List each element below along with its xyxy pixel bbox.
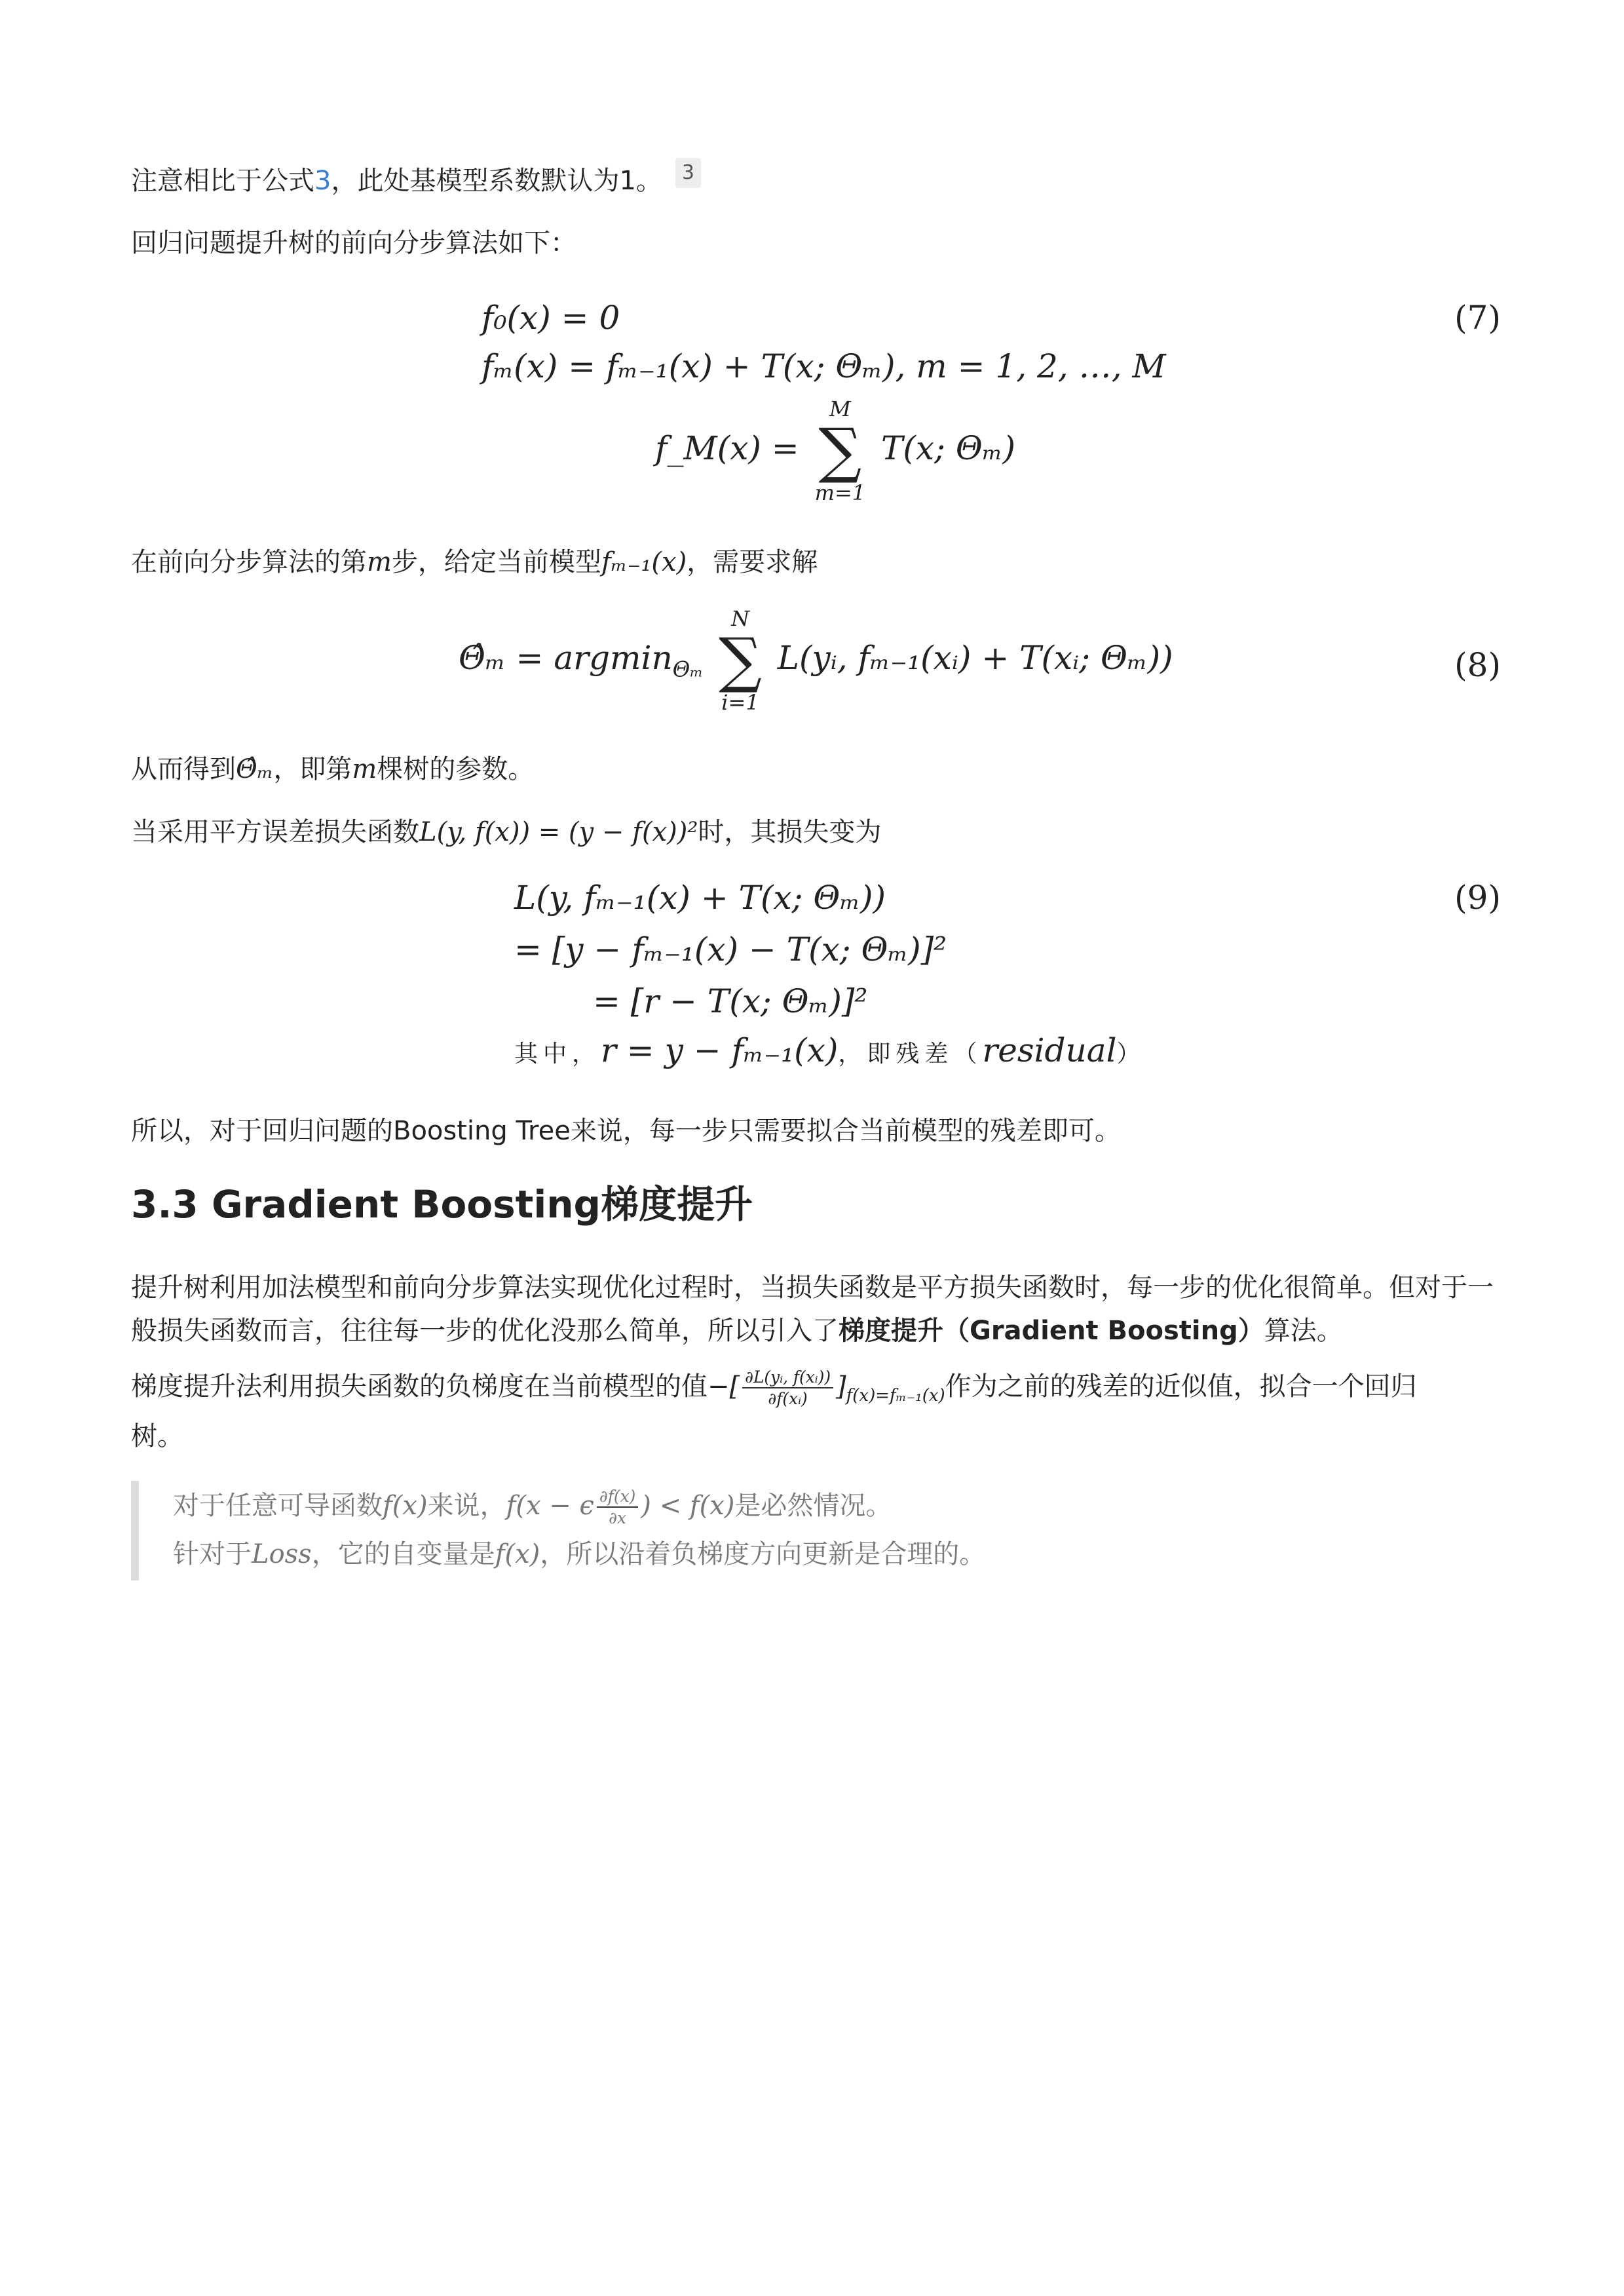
inline-math-fx: f(x)	[383, 1491, 428, 1521]
paragraph-forward-stagewise-intro: 回归问题提升树的前向分步算法如下：	[131, 228, 576, 258]
sum-lower-limit: i=1	[721, 690, 759, 715]
inline-math-loss: Loss	[252, 1539, 312, 1569]
text: 时，其损失变为	[698, 817, 882, 847]
text: ，所以沿着负梯度方向更新是合理的。	[540, 1539, 986, 1569]
text: 注意相比于公式	[131, 166, 314, 196]
text: ，即残差（	[838, 1041, 983, 1067]
text: 针对于	[173, 1539, 252, 1569]
text: 对于任意可导函数	[173, 1491, 383, 1521]
equation-rhs: L(yᵢ, fₘ₋₁(xᵢ) + T(xᵢ; Θₘ))	[777, 639, 1173, 677]
text: ，此处基模型系数默认为1。	[331, 166, 662, 196]
paragraph-stage-m	[131, 539, 818, 586]
text: 算法。	[1264, 1316, 1343, 1346]
inline-math-subscript: f(x)=fₘ₋₁(x)	[846, 1386, 945, 1406]
text: 在前向分步算法的第	[131, 547, 367, 577]
equation-number-7: (7)	[1454, 299, 1501, 337]
paragraph-negative-gradient	[131, 1363, 1417, 1419]
equation-7-line-1: f₀(x) = 0	[482, 299, 620, 337]
text: ，它的自变量是	[311, 1539, 495, 1569]
equation-7-line-3	[655, 396, 1015, 505]
paragraph-gradient-boosting-intro	[131, 1266, 1500, 1352]
text: 来说，	[427, 1491, 506, 1521]
text: 梯度提升法利用损失函数的负梯度在当前模型的值	[131, 1371, 708, 1402]
fraction	[597, 1486, 638, 1528]
fraction	[742, 1367, 833, 1409]
inline-math-theta: Θ̂ₘ	[236, 754, 274, 784]
text: ）	[1116, 1041, 1146, 1067]
inline-math-m: m	[367, 547, 392, 577]
fraction-numerator: ∂L(yᵢ, f(xᵢ))	[742, 1367, 833, 1388]
text: ，即第	[273, 754, 352, 784]
sum-upper-limit: M	[829, 396, 851, 421]
quote-line-2	[173, 1531, 985, 1578]
sigma-symbol: ∑	[818, 415, 862, 486]
formula-reference-link[interactable]: 3	[314, 166, 331, 196]
equation-9-line-2: = [y − fₘ₋₁(x) − T(x; Θₘ)]²	[514, 930, 947, 968]
inline-math-expr: ) < f(x)	[641, 1491, 735, 1521]
blockquote	[131, 1481, 1508, 1580]
equation-9-line-1: L(y, fₘ₋₁(x) + T(x; Θₘ))	[514, 879, 886, 917]
equation-lhs: f_M(x) =	[655, 429, 799, 467]
equation-8	[459, 606, 1173, 715]
text: 提升树利用加法模型和前向分步算法实现优化过程时，当损失函数是平方损失函数时，每一步的优化很简单。但对于一般损失函数而言，往往每一步的优化没那么简单，所以引入了	[131, 1272, 1494, 1346]
paragraph-tree-parameters	[131, 746, 534, 793]
sigma-symbol: ∑	[719, 625, 762, 695]
inline-math-squared-loss: L(y, f(x)) = (y − f(x))²	[419, 817, 698, 847]
paragraph-boosting-tree-summary: 所以，对于回归问题的Boosting Tree来说，每一步只需要拟合当前模型的残差即可。	[131, 1116, 1121, 1146]
text: 从而得到	[131, 754, 236, 784]
inline-math-fx: f(x)	[495, 1539, 540, 1569]
inline-math-expr: f(x − ϵ	[506, 1491, 594, 1521]
sum-lower-limit: m=1	[814, 480, 866, 505]
text: 当采用平方误差损失函数	[131, 817, 419, 847]
inline-math-close: ]	[836, 1371, 846, 1402]
inline-math-residual: residual	[982, 1031, 1117, 1069]
sum-upper-limit: N	[731, 606, 749, 631]
fraction-numerator: ∂f(x)	[597, 1486, 638, 1508]
equation-number-8: (8)	[1454, 646, 1501, 684]
summation	[719, 606, 762, 715]
inline-math-open: −[	[708, 1371, 740, 1402]
paragraph-negative-gradient-continued: 树。	[131, 1421, 183, 1451]
text: 棵树的参数。	[377, 754, 535, 784]
equation-9-line-4	[514, 1027, 1146, 1077]
paragraph-base-coefficient	[131, 157, 701, 204]
equation-9-line-3: = [r − T(x; Θₘ)]²	[593, 982, 868, 1020]
text: 其中，	[514, 1041, 601, 1067]
equation-7-line-2: fₘ(x) = fₘ₋₁(x) + T(x; Θₘ), m = 1, 2, …, M	[482, 347, 1166, 385]
quote-line-1	[173, 1482, 892, 1529]
text: 是必然情况。	[734, 1491, 892, 1521]
inline-math-residual-def: r = y − fₘ₋₁(x)	[601, 1031, 839, 1069]
inline-math-model: fₘ₋₁(x)	[601, 547, 687, 577]
summation	[815, 396, 866, 505]
bold-term: 梯度提升（Gradient Boosting）	[839, 1316, 1264, 1346]
footnote-reference[interactable]: 3	[675, 158, 701, 188]
equation-rhs: T(x; Θₘ)	[881, 429, 1015, 467]
equation-lhs: Θ̂ₘ = argmin	[459, 639, 673, 677]
text: 步，给定当前模型	[391, 547, 601, 577]
paragraph-squared-loss	[131, 809, 881, 856]
text: ，需要求解	[687, 547, 818, 577]
fraction-denominator: ∂f(xᵢ)	[768, 1389, 808, 1408]
section-heading: 3.3 Gradient Boosting梯度提升	[131, 1182, 753, 1227]
argmin-subscript: Θₘ	[672, 657, 704, 682]
inline-math-m: m	[352, 754, 377, 784]
fraction-denominator: ∂x	[609, 1508, 626, 1527]
text: 作为之前的残差的近似值，拟合一个回归	[945, 1371, 1417, 1402]
equation-number-9: (9)	[1454, 879, 1501, 917]
